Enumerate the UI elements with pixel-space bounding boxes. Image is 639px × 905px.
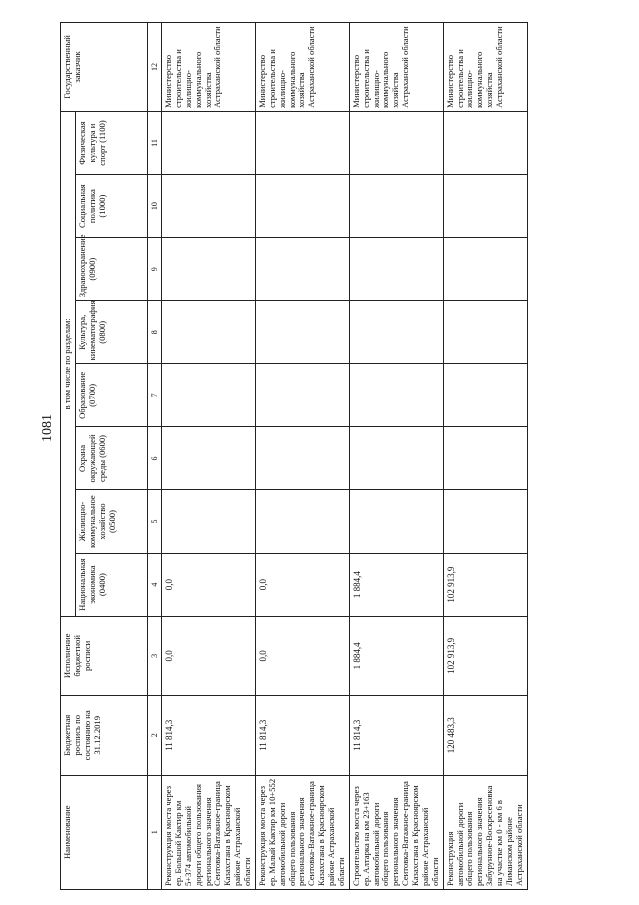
row-economy: 102 913,9 (443, 553, 527, 616)
header-section: Жилищно-коммунальное хозяйство (0500) (75, 490, 147, 553)
empty-cell (255, 238, 349, 301)
row-schedule: 11 814,3 (162, 696, 256, 775)
empty-cell (349, 301, 443, 364)
column-number: 2 (147, 696, 161, 775)
table-row (255, 23, 349, 890)
empty-cell (162, 301, 256, 364)
empty-cell (162, 490, 256, 553)
empty-cell (255, 490, 349, 553)
header-section: Образование (0700) (75, 364, 147, 427)
row-customer: Министерство строительства и жилищно-коммунального хозяйства Астраханской области (443, 23, 527, 112)
row-name: Реконструкция моста через ер. Малый Кактир км 10+552 автомобильной дороги общего пользования регионального значения Сеитовка-Ватажное-граница Казахстана в Красноярском районе Астраханской области (255, 775, 349, 889)
column-number: 4 (147, 553, 161, 616)
column-number: 8 (147, 301, 161, 364)
header-section: Физическая культура и спорт (1100) (75, 111, 147, 174)
empty-cell (443, 427, 527, 490)
table-row (443, 23, 527, 890)
row-customer: Министерство строительства и жилищно-коммунального хозяйства Астраханской области (255, 23, 349, 112)
empty-cell (349, 175, 443, 238)
empty-cell (443, 175, 527, 238)
empty-cell (349, 238, 443, 301)
empty-cell (255, 301, 349, 364)
column-number: 11 (147, 111, 161, 174)
empty-cell (162, 427, 256, 490)
empty-cell (443, 301, 527, 364)
header-subsection-caption: в том числе по разделам: (61, 111, 76, 616)
budget-table (60, 22, 528, 890)
table-row (162, 23, 256, 890)
row-execution: 102 913,9 (443, 616, 527, 695)
row-economy: 0,0 (255, 553, 349, 616)
column-number: 1 (147, 775, 161, 889)
row-schedule: 11 814,3 (349, 696, 443, 775)
header-section: Здравоохранение (0900) (75, 238, 147, 301)
column-number: 6 (147, 427, 161, 490)
empty-cell (255, 111, 349, 174)
empty-cell (349, 111, 443, 174)
row-schedule: 11 814,3 (255, 696, 349, 775)
row-schedule: 120 483,3 (443, 696, 527, 775)
column-number: 9 (147, 238, 161, 301)
empty-cell (443, 364, 527, 427)
row-economy: 1 884,4 (349, 553, 443, 616)
column-number: 3 (147, 616, 161, 695)
header-execution: Исполнение бюджетной росписи (61, 616, 148, 695)
empty-cell (349, 490, 443, 553)
row-customer: Министерство строительства и жилищно-коммунального хозяйства Астраханской области (349, 23, 443, 112)
empty-cell (349, 427, 443, 490)
column-number: 7 (147, 364, 161, 427)
header-section: Культура, кинематография (0800) (75, 301, 147, 364)
header-section: Социальная политика (1000) (75, 175, 147, 238)
row-execution: 0,0 (162, 616, 256, 695)
row-economy: 0,0 (162, 553, 256, 616)
row-name: Реконструкция автомобильной дороги общего пользования регионального значения Забурунное-Воскресеновка на участке км 0 - км 6 в Лиманском районе Астраханской области (443, 775, 527, 889)
rotated-table-container (60, 22, 522, 890)
empty-cell (162, 175, 256, 238)
empty-cell (255, 364, 349, 427)
empty-cell (443, 111, 527, 174)
empty-cell (162, 111, 256, 174)
header-schedule: Бюджетная роспись по состоянию на 31.12.2019 (61, 696, 148, 775)
row-name: Реконструкция моста через ер. Большой Кактир км 5+374 автомобильной дороги общего пользования регионального значения Сеитовка-Ватажное-граница Казахстана в Красноярском районе Астраханской области (162, 775, 256, 889)
empty-cell (349, 364, 443, 427)
row-execution: 0,0 (255, 616, 349, 695)
empty-cell (162, 364, 256, 427)
row-execution: 1 884,4 (349, 616, 443, 695)
empty-cell (162, 238, 256, 301)
header-customer: Государственный заказчик (61, 23, 148, 112)
empty-cell (255, 175, 349, 238)
header-section: Национальная экономика (0400) (75, 553, 147, 616)
header-section: Охрана окружающей среды (0600) (75, 427, 147, 490)
column-number: 12 (147, 23, 161, 112)
row-name: Строительство моста через ер. Алтарка на км 23+163 автомобильной дороги общего пользования регионального значения Сеитовка-Ватажное-граница Казахстана в Красноярском районе Астраханской области (349, 775, 443, 889)
column-number: 10 (147, 175, 161, 238)
empty-cell (255, 427, 349, 490)
column-number: 5 (147, 490, 161, 553)
table-row (349, 23, 443, 890)
empty-cell (443, 490, 527, 553)
row-customer: Министерство строительства и жилищно-коммунального хозяйства Астраханской области (162, 23, 256, 112)
header-name: Наименование (61, 775, 148, 889)
empty-cell (443, 238, 527, 301)
page-number: 1081 (40, 414, 55, 442)
